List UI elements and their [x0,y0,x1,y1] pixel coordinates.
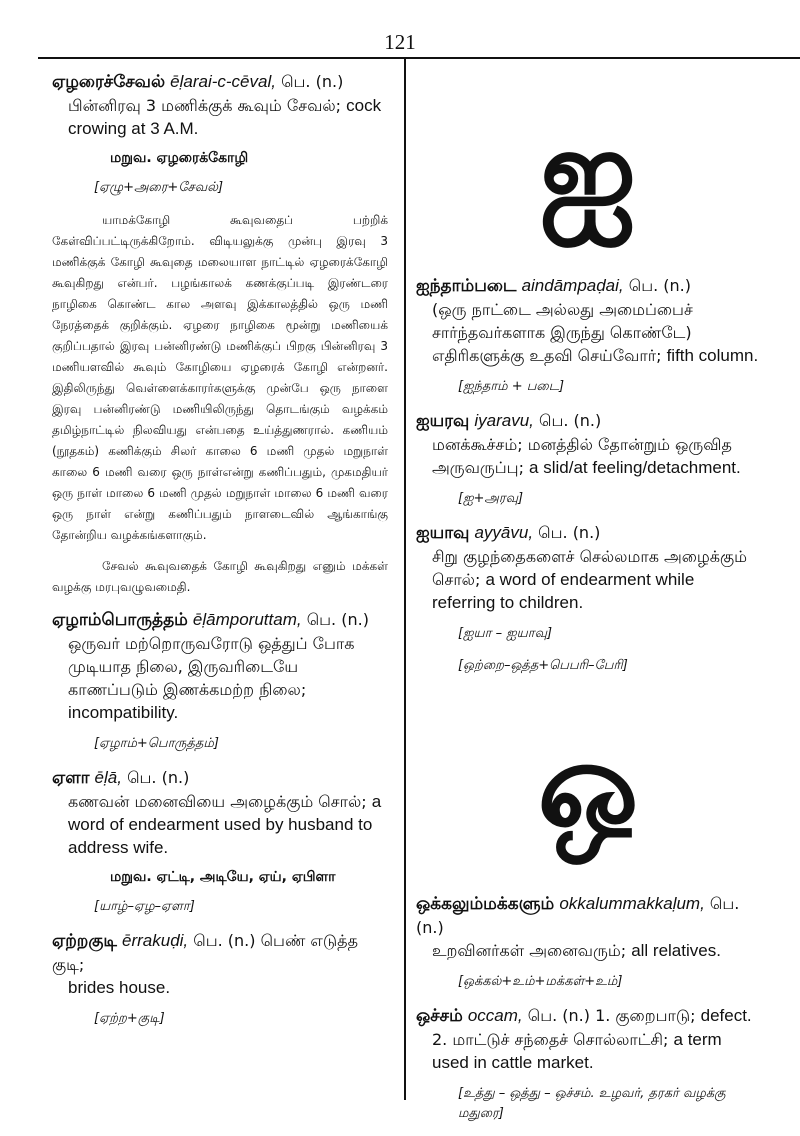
part-of-speech: பெ. (n.) [538,523,601,542]
transliteration: okkalummakkaḷum, [559,894,705,913]
page-number: 121 [384,30,416,54]
column-divider [404,58,406,1100]
definition-tamil: கணவன் மனைவியை அழைக்கும் சொல்; [68,792,367,811]
definition-english: a word of endearment while referring to children. [432,570,695,612]
definition-english: a term used in cattle market. [432,1030,722,1072]
etymology: [ஏழு+அரை+சேவல்] [94,180,224,195]
etymology: [ஏழாம்+பொருத்தம்] [94,736,219,751]
headword: ஏழரைச்சேவல் [52,72,166,92]
section-letter-ai: ஐ [539,103,637,242]
transliteration: ēḷarai-c-cēval, [170,72,276,91]
transliteration: occam, [467,1006,523,1025]
definition-tamil: பெண் எடுத்த குடி; [52,931,359,974]
part-of-speech: பெ. (n.) [527,1006,590,1025]
part-of-speech: பெ. (n.) [539,411,602,430]
etymology: [ஐயா – ஐயாவு] [458,626,553,641]
synonym-line: மறுவ. ஏழரைக்கோழி [110,150,249,166]
explanatory-note: சேவல் கூவுவதைக் கோழி கூவுகிறது எனும் மக்கள் வழக்கு மரபுவழுவமைதி. [52,559,388,594]
transliteration: ēḷā, [94,768,122,787]
definition-english: incompatibility. [68,703,179,722]
etymology: [ஐ+அரவு] [458,491,524,506]
etymology: [யாழ்–ஏழ–ஏளா] [94,899,195,914]
etymology: [ஒக்கல்+உம்+மக்கள்+உம்] [458,974,623,989]
right-column [416,70,760,1136]
headword: ஏற்றகுடி [52,931,117,951]
entry-ela [52,766,388,859]
headword: ஒச்சம் [416,1006,463,1026]
headword: ஐயரவு [416,411,470,431]
entry-aindampadai [416,274,760,367]
transliteration: ayyāvu, [474,523,534,542]
etymology: [ஏற்ற+குடி] [94,1011,165,1026]
entry-elamporuttam [52,608,388,724]
transliteration: iyaravu, [474,411,534,430]
entry-occam [416,1004,760,1074]
part-of-speech: பெ. (n.) [281,72,344,91]
entry-iyaravu [416,409,760,479]
definition-english: a slid/at feeling/detachment. [529,458,741,477]
definition-english: all relatives. [631,941,721,960]
part-of-speech: பெ. (n.) [306,610,369,629]
etymology: [உத்து – ஒத்து – ஒச்சம். உழவர், தரகர் வழக்கு மதுரை] [458,1086,726,1121]
definition-tamil: பின்னிரவு 3 மணிக்குக் கூவும் சேவல்; [68,96,342,115]
definition-tamil: உறவினர்கள் அனைவரும்; [432,941,627,960]
definition-tamil: 1. குறைபாடு; [595,1006,696,1025]
entry-ayyavu [416,521,760,614]
definition-tamil: சிறு குழந்தைகளைச் செல்லமாக அழைக்கும் சொல்; [432,547,748,589]
part-of-speech: பெ. (n.) [628,276,691,295]
etymology: [ஐந்தாம் + படை] [458,379,565,394]
headword: ஏளா [52,768,90,788]
headword: ஏழாம்பொருத்தம் [52,610,188,630]
definition-tamil: ஒருவர் மற்றொருவரோடு ஒத்துப் போக முடியாத நிலை, இருவரிடையே காணப்படும் இணக்கமற்ற நிலை; [68,634,355,699]
part-of-speech: பெ. (n.) [416,894,740,937]
transliteration: ēḷāmporuttam, [192,610,302,629]
definition-english: fifth column. [666,346,759,365]
transliteration: aindāmpaḍai, [521,276,624,295]
section-letter-o: ஒ [537,717,639,856]
transliteration: ērrakuḍi, [122,931,189,950]
left-column [52,70,388,1041]
entry-elaraiccheval [52,70,388,140]
definition-english: a word of endearment used by husband to address wife. [68,792,382,857]
synonym-line: மறுவ. ஏட்டி, அடியே, ஏய், ஏபிளா [110,869,336,885]
definition-tamil: மனக்கூச்சம்; மனத்தில் தோன்றும் ஒருவித அருவருப்பு; [432,435,732,477]
definition-tamil: 2. மாட்டுச் சந்தைச் சொல்லாட்சி; [432,1030,669,1049]
headword: ஐந்தாம்படை [416,276,517,296]
explanatory-note: யாமக்கோழி கூவுவதைப் பற்றிக் கேள்விப்பட்டிருக்கிறோம். விடியலுக்கு முன்பு இரவு 3 மணிக்குக் கோழி கூவுதை மலையாள நாட்டில் ஏழரைக்கோழி கூவுகிறது என்பர். பழங்காலக் கணக்குப்படி இரண்டரை நாழிகை கொண்ட கால அளவு இக்காலத்தில் ஒரு மணி நேரத்தைக் குறிக்கும். ஏழரை நாழிகை மூன்று மணியைக் குறிப்பதால் இரவு பன்னிரண்டு மணிக்குப் பிறகு பின்னிரவு 3 மணியளவில் கூவும் கோழியை ஏழரைக் கோழி என்றனர். இதிலிருந்து வெள்ளைக்காரர்களுக்கு முன்பே ஒரு நாளை இரவு பன்னிரண்டு மணியிலிருந்து தொடங்கும் வழக்கம் தமிழ்நாட்டில் நிலவியது என்பதை உய்த்துணரால். கணியம் (நூதகம்) கணிக்கும் சிலர் காலை 6 மணி முதல் மறுநாள் காலை 6 மணி வரை ஒரு நாள்என்று கணிப்பதும், முகமதியர் ஒரு நாள் மாலை 6 மணி முதல் மறுநாள் மாலை 6 மணி வரை ஒரு நாள் என்று கணிப்பதும் நாளடைவில் ஆங்காங்கு தோன்றிய வழக்கங்களாகும். [52,213,388,542]
etymology: [ஒற்றை–ஒத்த+பெபரி–பேரி] [458,658,628,673]
header-rule [38,57,800,59]
entry-okkalummakkalum [416,892,760,962]
headword: ஐயாவு [416,523,470,543]
entry-errakudi [52,929,388,999]
part-of-speech: பெ. (n.) [193,931,256,950]
part-of-speech: பெ. (n.) [127,768,190,787]
definition-english: brides house. [68,978,171,997]
definition-english: defect. [700,1006,752,1025]
definition-english: cock crowing at 3 A.M. [68,96,382,138]
headword: ஒக்கலும்மக்களும் [416,894,555,914]
definition-tamil: (ஒரு நாட்டை அல்லது அமைப்பைச் சார்ந்தவர்களாக இருந்து கொண்டே) எதிரிகளுக்கு உதவி செய்வோர்; [432,300,693,365]
